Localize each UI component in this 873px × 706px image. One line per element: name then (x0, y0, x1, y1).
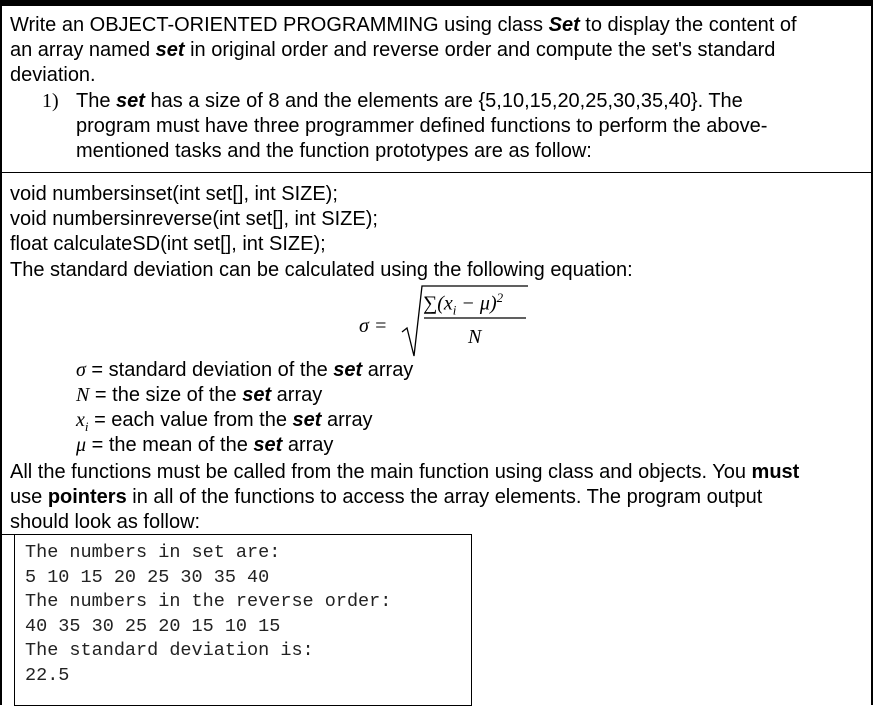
equation-numerator (423, 290, 503, 319)
program-output-box (14, 534, 472, 706)
item-text: The (76, 90, 117, 112)
legend-symbol: x (76, 409, 85, 431)
output-line-4: 40 35 30 25 20 15 10 15 (25, 615, 281, 637)
output-line-2: 5 10 15 20 25 30 35 40 (25, 566, 270, 588)
output-line-1: The numbers in set are: (25, 542, 281, 563)
equation-intro: The standard deviation can be calculated using the following equation: (10, 259, 633, 281)
output-line-3: The numbers in the reverse order: (25, 591, 392, 612)
item-text: has a size of 8 and the elements are {5,10,15,20,25,30,35,40}. The (144, 90, 743, 112)
set-keyword: set (242, 384, 272, 406)
set-keyword: set (116, 90, 145, 112)
legend-text: array (321, 409, 373, 431)
divider (2, 172, 873, 173)
intro-line-1 (10, 13, 797, 38)
intro-text: an array named (10, 39, 156, 61)
equation-denominator: N (468, 326, 482, 348)
item-line-1 (76, 89, 743, 114)
intro-text: Write an OBJECT-ORIENTED PROGRAMMING using class (10, 14, 549, 36)
legend-mu (76, 433, 333, 458)
set-keyword: set (253, 434, 283, 456)
prototype-3: float calculateSD(int set[], int SIZE); (10, 233, 326, 255)
equation-lhs: σ = (359, 315, 388, 337)
class-name: Set (548, 14, 580, 36)
legend-text: array (282, 434, 334, 456)
item-line-3: mentioned tasks and the function prototypes are as follow: (76, 140, 592, 162)
intro-text: to display the content of (579, 14, 797, 36)
output-line-5: The standard deviation is: (25, 640, 314, 661)
legend-symbol: μ (76, 434, 87, 456)
legend-n (76, 383, 322, 408)
closing-text: use (10, 486, 48, 508)
legend-text: = each value from the (88, 409, 293, 431)
set-keyword: set (333, 359, 363, 381)
item-line-2: program must have three programmer defined functions to perform the above- (76, 115, 768, 137)
set-keyword: set (155, 39, 185, 61)
legend-text: array (362, 359, 414, 381)
numerator-exponent: 2 (496, 290, 504, 305)
legend-symbol: N (76, 384, 90, 406)
intro-line-3: deviation. (10, 64, 96, 86)
closing-text: All the functions must be called from the main function using class and objects. You (10, 461, 752, 483)
numerator-rest: − μ) (456, 292, 497, 315)
legend-text: = the size of the (89, 384, 243, 406)
set-keyword: set (292, 409, 322, 431)
closing-line-3: should look as follow: (10, 511, 201, 533)
item-number: 1) (42, 90, 59, 112)
numerator-subscript: i (452, 302, 457, 318)
legend-symbol: σ (76, 359, 86, 381)
legend-sigma (76, 358, 413, 383)
closing-line-1 (10, 460, 799, 485)
legend-subscript: i (84, 419, 89, 434)
closing-line-2 (10, 485, 762, 510)
prototype-2: void numbersinreverse(int set[], int SIZE); (10, 208, 378, 230)
legend-text: = standard deviation of the (85, 359, 334, 381)
numerator-sum: ∑(x (423, 292, 453, 315)
legend-text: array (271, 384, 323, 406)
intro-line-2 (10, 38, 775, 63)
must-keyword: must (751, 461, 800, 483)
legend-text: = the mean of the (86, 434, 254, 456)
prototype-1: void numbersinset(int set[], int SIZE); (10, 183, 338, 205)
closing-text: in all of the functions to access the array elements. The program output (126, 486, 763, 508)
intro-text: in original order and reverse order and compute the set's standard (184, 39, 776, 61)
output-line-6: 22.5 (25, 664, 70, 686)
pointers-keyword: pointers (47, 486, 127, 508)
